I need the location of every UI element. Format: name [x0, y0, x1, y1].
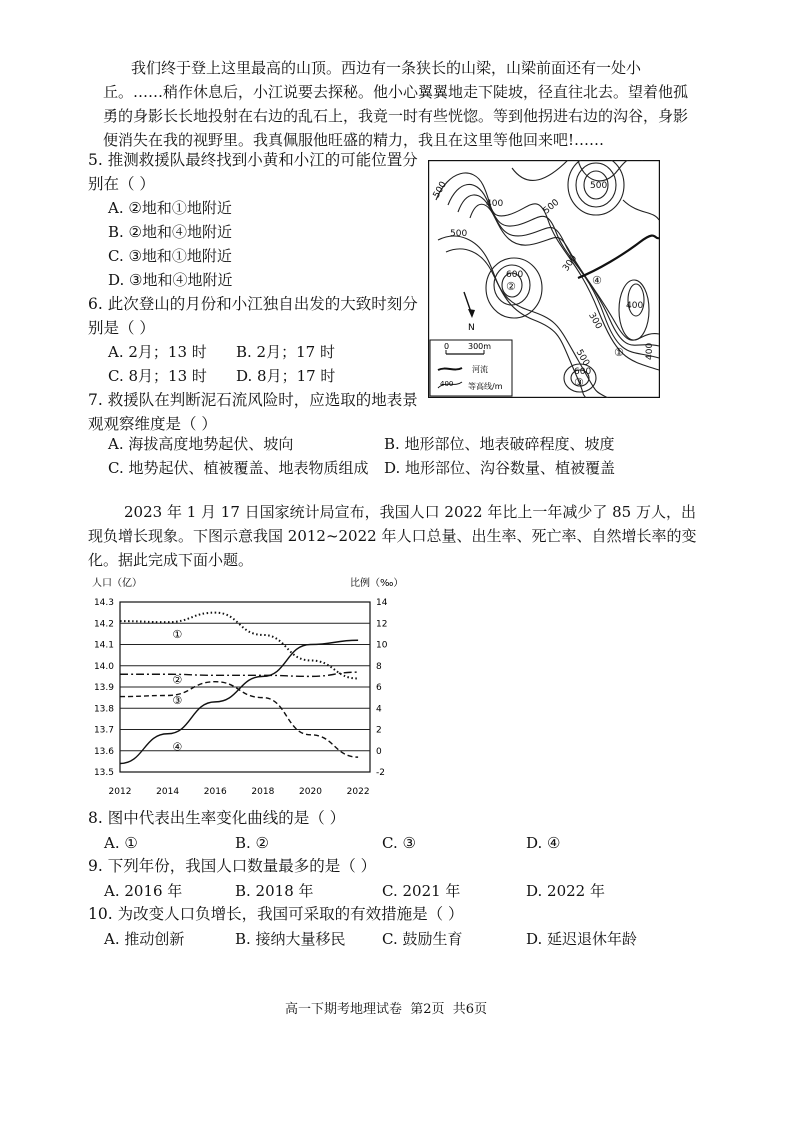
right-tick-label: 8: [376, 661, 382, 672]
series-label: ①: [172, 627, 183, 641]
option-9a[interactable]: A. 2016 年: [104, 882, 183, 900]
option-6d[interactable]: D. 8月；17 时: [236, 367, 336, 385]
left-tick-label: 13.6: [93, 746, 114, 757]
option-5a[interactable]: A. ②地和①地附近: [108, 199, 232, 217]
option-8d[interactable]: D. ④: [526, 834, 561, 852]
option-7b[interactable]: B. 地形部位、地表破碎程度、坡度: [384, 435, 615, 453]
right-tick-label: 2: [376, 725, 382, 736]
legend-river: 河流: [472, 365, 488, 374]
question-6-stem-cont: 别是（ ）: [88, 319, 155, 337]
page-footer: 高一下期考地理试卷 第2页 共6页: [285, 1002, 488, 1017]
series-line-②: [120, 672, 358, 676]
option-6a[interactable]: A. 2月；13 时: [108, 343, 207, 361]
question-10-stem: 10. 为改变人口负增长，我国可采取的有效措施是（ ）: [88, 905, 464, 923]
option-5c[interactable]: C. ③地和①地附近: [108, 247, 232, 265]
right-tick-label: 14: [376, 598, 388, 608]
option-5d[interactable]: D. ③地和④地附近: [108, 271, 233, 289]
population-chart: [80, 572, 410, 804]
left-tick-label: 14.2: [93, 619, 114, 630]
left-tick-label: 13.7: [93, 725, 114, 736]
contour-label: 400: [645, 342, 655, 360]
x-tick-label: 2018: [251, 787, 275, 797]
contour-label: 300: [561, 253, 580, 274]
question-5-stem-cont: 别在（ ）: [88, 175, 155, 193]
contour-label: 500: [450, 229, 468, 239]
contour-label: 500: [431, 180, 449, 200]
option-9d[interactable]: D. 2022 年: [526, 882, 605, 900]
topographic-map: [428, 160, 660, 398]
right-tick-label: 12: [376, 619, 388, 630]
option-6b[interactable]: B. 2月；17 时: [236, 343, 335, 361]
right-tick-label: 0: [376, 746, 382, 757]
left-tick-label: 14.1: [93, 640, 114, 651]
population-intro: [88, 500, 708, 572]
question-6-stem: 6. 此次登山的月份和小江独自出发的大致时刻分: [88, 295, 418, 313]
place-marker-3: ③: [574, 376, 584, 389]
x-tick-label: 2022: [346, 787, 370, 797]
north-label: N: [468, 323, 475, 333]
left-tick-label: 14.3: [93, 598, 114, 608]
series-label: ②: [172, 673, 183, 687]
contour-label: 500: [573, 348, 591, 368]
population-chart-svg: [80, 572, 410, 804]
series-label: ④: [172, 740, 183, 754]
option-7a[interactable]: A. 海拔高度地势起伏、坡向: [108, 435, 294, 453]
option-10a[interactable]: A. 推动创新: [104, 930, 185, 948]
x-tick-label: 2020: [299, 787, 322, 797]
left-tick-label: 13.5: [93, 768, 114, 778]
right-tick-label: 10: [376, 640, 388, 651]
contour-label: 300: [586, 311, 604, 332]
passage: [103, 56, 723, 152]
series-line-④: [120, 640, 358, 763]
passage-line: 勇的身影长长地投射在右边的乱石上，我竟一时有些恍惚。等到他拐进右边的沟谷，身影: [103, 107, 689, 125]
contour-label: 500: [590, 181, 608, 191]
option-9b[interactable]: B. 2018 年: [235, 882, 314, 900]
option-9c[interactable]: C. 2021 年: [382, 882, 461, 900]
option-7d[interactable]: D. 地形部位、沟谷数量、植被覆盖: [384, 459, 616, 477]
question-9-stem: 9. 下列年份，我国人口数量最多的是（ ）: [88, 857, 377, 875]
left-tick-label: 13.9: [93, 683, 114, 693]
legend-contour-sample: 400: [440, 380, 454, 388]
contour-label: 600: [506, 270, 524, 280]
option-10d[interactable]: D. 延迟退休年龄: [526, 930, 638, 948]
right-tick-label: -2: [376, 768, 385, 778]
place-marker-4: ④: [592, 274, 602, 287]
contour-label: 600: [574, 367, 592, 377]
option-7c[interactable]: C. 地势起伏、植被覆盖、地表物质组成: [108, 459, 369, 477]
x-tick-label: 2016: [203, 787, 227, 797]
intro-line: 化。据此完成下面小题。: [88, 551, 254, 569]
question-8-stem: 8. 图中代表出生率变化曲线的是（ ）: [88, 809, 346, 827]
question-7-stem-cont: 观观察维度是（ ）: [88, 415, 217, 433]
series-line-①: [120, 613, 358, 679]
option-8a[interactable]: A. ①: [104, 834, 138, 852]
option-8b[interactable]: B. ②: [235, 834, 270, 852]
series-line-③: [120, 682, 358, 757]
place-marker-1: ①: [614, 346, 624, 359]
right-tick-label: 6: [376, 683, 382, 693]
contour-label: 500: [541, 197, 562, 217]
legend-contour: 等高线/m: [468, 382, 503, 391]
question-7-stem: 7. 救援队在判断泥石流风险时，应选取的地表景: [88, 391, 418, 409]
x-tick-label: 2014: [156, 787, 180, 797]
option-10c[interactable]: C. 鼓励生育: [382, 930, 463, 948]
right-axis-label: 比例（‰）: [350, 578, 404, 589]
passage-line: 我们终于登上这里最高的山顶。西边有一条狭长的山梁，山梁前面还有一处小: [131, 59, 642, 77]
option-8c[interactable]: C. ③: [382, 834, 416, 852]
x-tick-label: 2012: [108, 787, 132, 797]
intro-line: 2023 年 1 月 17 日国家统计局宣布，我国人口 2022 年比上一年减少了 85 万人，出: [124, 503, 696, 521]
contour-label: 400: [626, 301, 644, 311]
intro-line: 现负增长现象。下图示意我国 2012~2022 年人口总量、出生率、死亡率、自然增长率的变: [88, 527, 697, 545]
right-tick-label: 4: [376, 704, 382, 715]
option-6c[interactable]: C. 8月；13 时: [108, 367, 207, 385]
contour-label: 400: [486, 199, 504, 209]
series-label: ③: [172, 693, 183, 707]
map-legend: [430, 340, 512, 396]
scale-distance: 300m: [468, 342, 492, 351]
left-tick-label: 13.8: [93, 704, 114, 715]
place-marker-2: ②: [506, 280, 516, 293]
question-5-stem: 5. 推测救援队最终找到小黄和小江的可能位置分: [88, 151, 418, 169]
passage-line: 丘。……稍作休息后，小江说要去探秘。他小心翼翼地走下陡坡，径直往北去。望着他孤: [103, 83, 689, 101]
topographic-map-svg: [428, 160, 660, 398]
left-axis-label: 人口（亿）: [92, 578, 142, 589]
scale-zero: 0: [444, 342, 450, 351]
passage-line: 便消失在我的视野里。我真佩服他旺盛的精力，我且在这里等他回来吧!……: [103, 131, 605, 149]
option-5b[interactable]: B. ②地和④地附近: [108, 223, 233, 241]
left-tick-label: 14.0: [93, 661, 114, 672]
option-10b[interactable]: B. 接纳大量移民: [235, 930, 346, 948]
